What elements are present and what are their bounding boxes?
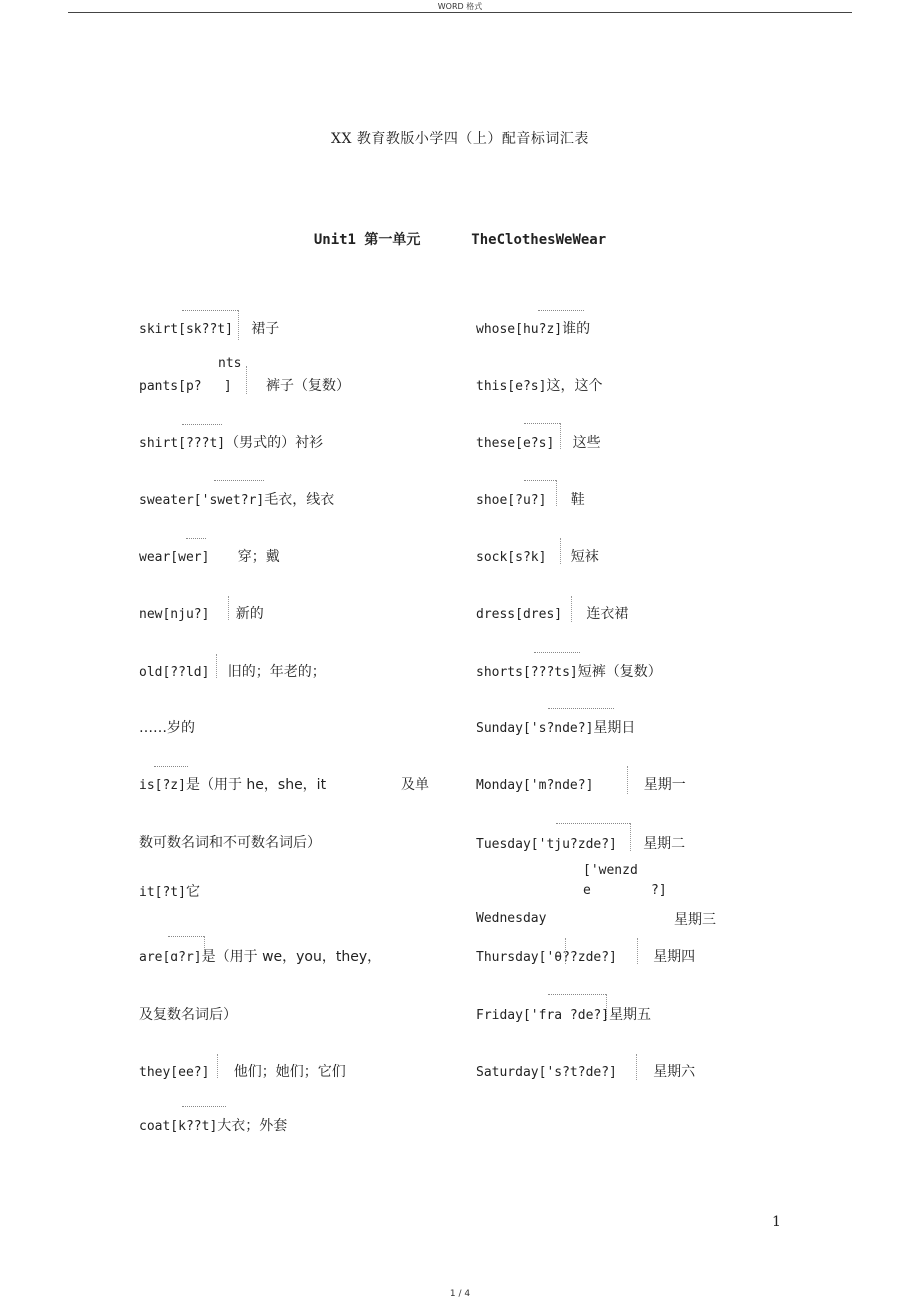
vocab-entry: 数可数名词和不可数名词后） (139, 835, 321, 851)
unit-name: TheClothesWeWear (471, 232, 607, 248)
vocab-word: Wednesday (476, 911, 547, 926)
vocab-meaning-continued: 及单 (401, 777, 429, 793)
phonetic-guide-line (565, 938, 566, 964)
phonetic-guide-line (548, 708, 614, 709)
vocab-entry (476, 833, 685, 853)
vocab-word: shorts[???ts] (476, 665, 578, 680)
vocab-word: dress[dres] (476, 607, 563, 622)
vocab-word: sweater['swet?r] (139, 493, 265, 508)
phonetic-guide-line (216, 654, 217, 678)
phonetic-guide-line (636, 1054, 637, 1080)
vocab-entry (476, 1061, 695, 1081)
vocab-meaning: 星期五 (609, 1007, 652, 1023)
vocab-meaning: （男式的）衬衫 (225, 435, 324, 451)
vocab-meaning: 短袜 (570, 549, 599, 565)
phonetic-guide-line (238, 310, 239, 340)
vocab-entry (139, 946, 381, 966)
vocab-word: shoe[?u?] (476, 493, 547, 508)
phonetic-guide-line (627, 766, 628, 794)
vocab-phonetic: ?] (651, 883, 667, 898)
vocab-entry (476, 774, 686, 794)
vocab-meaning: 星期日 (593, 720, 636, 736)
vocab-word: are[ɑ?r] (139, 950, 202, 965)
vocab-word: shirt[???t] (139, 436, 226, 451)
phonetic-guide-line (182, 1106, 226, 1107)
phonetic-guide-line (168, 936, 204, 937)
phonetic-guide-line (182, 310, 238, 311)
vocab-word: Monday['m?nde?] (476, 778, 594, 793)
vocab-meaning: 星期三 (674, 912, 716, 928)
vocab-word: whose[hu?z] (476, 322, 563, 337)
vocab-entry (139, 1061, 346, 1081)
vocab-entry (476, 1004, 651, 1024)
document-title: XX 教育教版小学四（上）配音标词汇表 (331, 131, 589, 147)
vocab-word: new[nju?] (139, 607, 210, 622)
phonetic-guide-line (571, 596, 572, 622)
page-number: 1 (772, 1214, 781, 1230)
phonetic-guide-line (630, 823, 631, 851)
page-footer: 1 / 4 (449, 1289, 471, 1299)
vocab-entry (476, 318, 590, 338)
phonetic-guide-line (538, 310, 584, 311)
vocab-entry (139, 489, 334, 509)
vocab-word: old[??ld] (139, 665, 210, 680)
vocab-word: Thursday['θ??zde?] (476, 950, 617, 965)
vocab-word: Tuesday['tju?zde?] (476, 837, 617, 852)
vocab-meaning: 大衣；外套 (217, 1118, 288, 1134)
vocab-word: sock[s?k] (476, 550, 547, 565)
vocab-entry (476, 946, 695, 966)
phonetic-guide-line (214, 480, 264, 481)
vocab-word: Sunday['s?nde?] (476, 721, 594, 736)
vocab-meaning: 这些 (572, 435, 601, 451)
vocab-entry (476, 661, 662, 681)
vocab-meaning: 它 (185, 884, 200, 900)
vocab-word: wear[wer] (139, 550, 210, 565)
vocab-entry (476, 375, 602, 395)
vocab-meaning: 裤子（复数） (266, 378, 351, 394)
vocab-entry (139, 881, 200, 901)
phonetic-guide-line (204, 936, 205, 960)
vocab-meaning: 是（用于 he，she，it (185, 777, 327, 793)
phonetic-guide-line (524, 480, 556, 481)
vocab-entry (476, 546, 599, 566)
phonetic-guide-line (524, 423, 560, 424)
unit-heading (0, 229, 920, 249)
phonetic-guide-line (548, 994, 606, 995)
vocab-word: skirt[sk??t] (139, 322, 233, 337)
vocab-fragment: nts (218, 356, 242, 371)
vocab-meaning: 穿；戴 (237, 549, 280, 565)
vocab-fragment: ] (223, 379, 232, 394)
vocab-phonetic: e (583, 883, 591, 898)
phonetic-guide-line (228, 596, 229, 620)
vocab-entry (139, 318, 279, 338)
vocab-meaning: 星期一 (643, 777, 686, 793)
vocab-meaning: 星期四 (653, 949, 696, 965)
phonetic-guide-line (186, 538, 206, 539)
vocab-word: coat[k??t] (139, 1119, 218, 1134)
vocab-meaning: 毛衣，线衣 (264, 492, 335, 508)
vocab-entry (476, 910, 546, 926)
vocab-meaning: 鞋 (570, 492, 585, 508)
vocab-word: Saturday['s?t?de?] (476, 1065, 617, 1080)
vocab-entry: 及复数名词后） (139, 1007, 237, 1023)
vocab-meaning: 星期六 (653, 1064, 696, 1080)
vocab-meaning: 这，这个 (546, 378, 603, 394)
vocab-phonetic: ['wenzd (583, 863, 638, 878)
vocab-meaning: 连衣裙 (586, 606, 629, 622)
phonetic-guide-line (606, 994, 607, 1020)
vocab-entry (139, 661, 326, 681)
vocab-entry (139, 432, 323, 452)
vocab-word: pants[p? (139, 379, 202, 394)
phonetic-guide-line (556, 480, 557, 506)
vocab-word: is[?z] (139, 778, 186, 793)
vocab-meaning: 裙子 (251, 321, 280, 337)
vocab-meaning: 短裤（复数） (577, 664, 662, 680)
vocab-meaning: 星期二 (643, 836, 686, 852)
vocab-entry (139, 1115, 287, 1135)
phonetic-guide-line (560, 538, 561, 564)
vocab-entry (476, 717, 635, 737)
vocab-word: these[e?s] (476, 436, 555, 451)
vocab-meaning: 是（用于 we，you，they， (201, 949, 382, 965)
phonetic-guide-line (182, 424, 222, 425)
vocab-entry (139, 603, 264, 623)
phonetic-guide-line (246, 366, 247, 394)
vocab-entry: ……岁的 (139, 720, 195, 736)
page-header: WORD 格式 (437, 2, 483, 11)
vocab-entry (139, 546, 280, 566)
vocab-entry (476, 489, 585, 509)
vocab-entry (476, 603, 628, 623)
vocab-word: Friday['fra ?de?] (476, 1008, 610, 1023)
phonetic-guide-line (556, 823, 630, 824)
vocab-meaning: 谁的 (562, 321, 591, 337)
phonetic-guide-line (217, 1054, 218, 1078)
vocab-meaning: 他们；她们；它们 (233, 1064, 346, 1080)
header-divider (68, 12, 852, 13)
vocab-entry (476, 432, 601, 452)
phonetic-guide-line (560, 423, 561, 449)
phonetic-guide-line (154, 766, 188, 767)
vocab-word: it[?t] (139, 885, 186, 900)
phonetic-guide-line (637, 938, 638, 964)
vocab-entry (139, 774, 326, 794)
vocab-meaning: 新的 (235, 606, 264, 622)
phonetic-guide-line (534, 652, 580, 653)
vocab-entry (139, 375, 350, 395)
vocab-meaning: 旧的；年老的； (227, 664, 326, 680)
vocab-word: they[ee?] (139, 1065, 210, 1080)
unit-label: Unit1 第一单元 (313, 232, 421, 248)
vocab-word: this[e?s] (476, 379, 547, 394)
